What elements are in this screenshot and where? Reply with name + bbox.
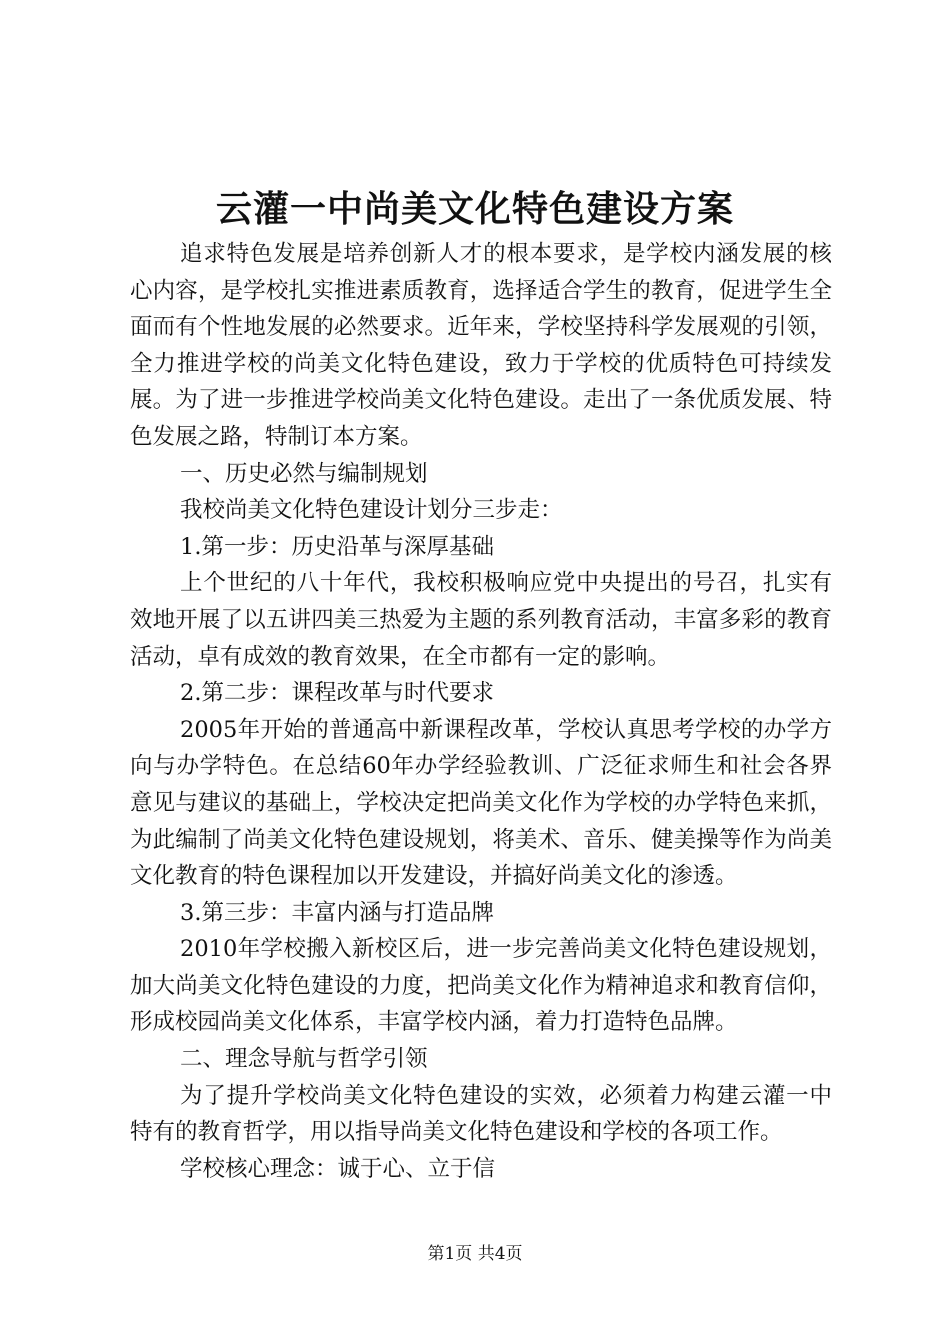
paragraph-intro: 追求特色发展是培养创新人才的根本要求，是学校内涵发展的核心内容，是学校扎实推进素质教育，选择适合学生的教育，促进学生全面而有个性地发展的必然要求。近年来，学校坚持科学发展观的引领，全力推进学校的尚美文化特色建设，致力于学校的优质特色可持续发展。为了进一步推进学校尚美文化特色建设。走出了一条优质发展、特色发展之路，特制订本方案。 [130, 241, 832, 450]
paragraph-step-1: 上个世纪的八十年代，我校积极响应党中央提出的号召，扎实有效地开展了以五讲四美三热爱为主题的系列教育活动，丰富多彩的教育活动，卓有成效的教育效果，在全市都有一定的影响。 [130, 570, 832, 670]
step-heading-3: 3.第三步：丰富内涵与打造品牌 [180, 899, 494, 926]
section-heading-2: 二、理念导航与哲学引领 [180, 1046, 428, 1073]
paragraph-philosophy: 为了提升学校尚美文化特色建设的实效，必须着力构建云灌一中特有的教育哲学，用以指导尚美文化特色建设和学校的各项工作。 [130, 1082, 832, 1146]
paragraph-step-2: 2005年开始的普通高中新课程改革，学校认真思考学校的办学方向与办学特色。在总结60年办学经验教训、广泛征求师生和社会各界意见与建议的基础上，学校决定把尚美文化作为学校的办学特色来抓，为此编制了尚美文化特色建设规划，将美术、音乐、健美操等作为尚美文化教育的特色课程加以开发建设，并搞好尚美文化的渗透。 [130, 716, 832, 890]
step-heading-1: 1.第一步：历史沿革与深厚基础 [180, 533, 494, 560]
document-body [130, 236, 832, 1187]
step-heading-2: 2.第二步：课程改革与时代要求 [180, 680, 494, 707]
document-title: 云灌一中尚美文化特色建设方案 [215, 188, 734, 230]
page-footer: 第1页 共4页 [427, 1244, 523, 1264]
section-heading-1: 一、历史必然与编制规划 [180, 460, 428, 487]
paragraph-plan: 我校尚美文化特色建设计划分三步走： [180, 497, 563, 524]
paragraph-core-concept: 学校核心理念：诚于心、立于信 [180, 1155, 496, 1182]
paragraph-step-3: 2010年学校搬入新校区后，进一步完善尚美文化特色建设规划，加大尚美文化特色建设的力度，把尚美文化作为精神追求和教育信仰，形成校园尚美文化体系，丰富学校内涵，着力打造特色品牌。 [130, 936, 832, 1036]
